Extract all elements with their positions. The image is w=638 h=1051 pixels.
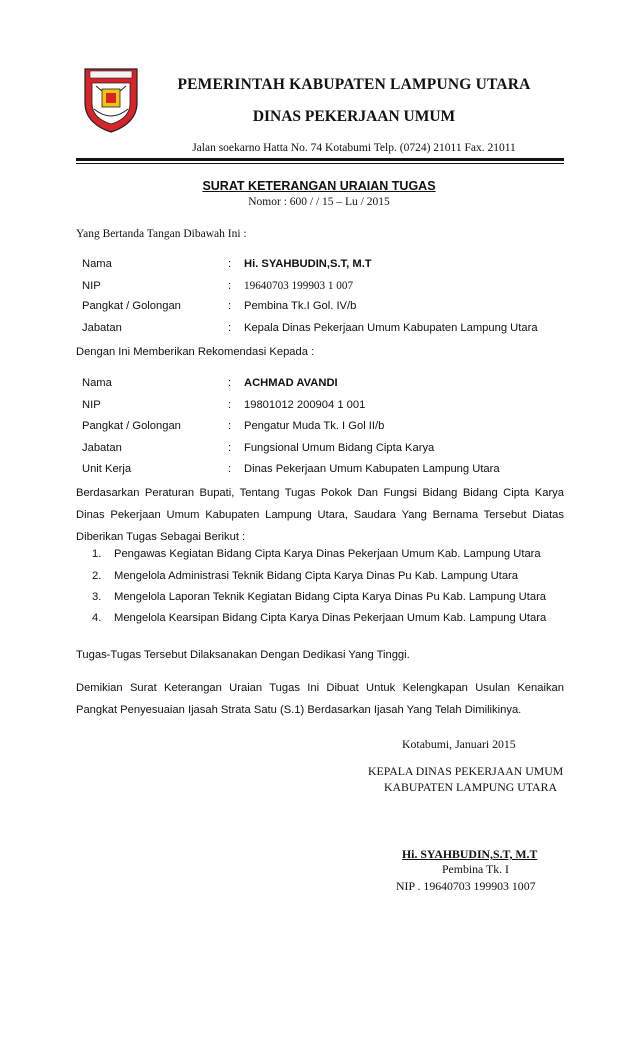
task-number: 3.: [92, 591, 102, 603]
task-text: Pengawas Kegiatan Bidang Cipta Karya Dinas Pekerjaan Umum Kab. Lampung Utara: [114, 548, 541, 560]
subject-unit-row: [82, 463, 564, 479]
closing-paragraph: Demikian Surat Keterangan Uraian Tugas Ini Dibuat Untuk Kelengkapan Usulan Kenaikan Pangkat Penyesuaian Ijasah Strata Satu (S.1) Berdasarkan Ijasah Yang Telah Dimilikinya.: [76, 682, 564, 716]
basis-paragraph: Berdasarkan Peraturan Bupati, Tentang Tugas Pokok Dan Fungsi Bidang Bidang Cipta Karya Dinas Pekerjaan Umum Kabupaten Lampung Utara, Saudara Yang Bernama Tersebut Diatas Diberikan Tugas Sebagai Berikut :: [76, 487, 564, 543]
signer-position-row: [82, 322, 564, 338]
colon: :: [228, 258, 232, 270]
colon: :: [228, 377, 232, 389]
field-label: Pangkat / Golongan: [82, 420, 181, 432]
task-number: 4.: [92, 612, 102, 624]
office-address: Jalan soekarno Hatta No. 74 Kotabumi Telp. (0724) 21011 Fax. 21011: [192, 142, 516, 154]
government-heading: PEMERINTAH KABUPATEN LAMPUNG UTARA: [177, 76, 531, 93]
document-title: SURAT KETERANGAN URAIAN TUGAS: [202, 179, 436, 193]
task-text: Mengelola Laporan Teknik Kegiatan Bidang Cipta Karya Dinas Pu Kab. Lampung Utara: [114, 591, 547, 603]
signer-nip-row: [82, 280, 564, 296]
field-label: Nama: [82, 377, 112, 389]
task-list-item: [92, 612, 546, 624]
field-label: Pangkat / Golongan: [82, 300, 181, 312]
document-number: Nomor : 600 / / 15 – Lu / 2015: [248, 196, 390, 208]
field-value: Dinas Pekerjaan Umum Kabupaten Lampung Utara: [244, 463, 500, 475]
task-number: 1.: [92, 548, 102, 560]
field-label: NIP: [82, 399, 101, 411]
signer-rank: Pembina Tk. I: [442, 862, 509, 876]
letterhead-rule-thick: [76, 158, 564, 161]
colon: :: [228, 300, 232, 312]
field-value: ACHMAD AVANDI: [244, 377, 338, 389]
colon: :: [228, 420, 232, 432]
task-list-item: [92, 548, 541, 560]
colon: :: [228, 463, 232, 475]
field-value: Hi. SYAHBUDIN,S.T, M.T: [244, 258, 372, 270]
intro-text: Yang Bertanda Tangan Dibawah Ini :: [76, 228, 247, 240]
field-value: Pembina Tk.I Gol. IV/b: [244, 300, 357, 312]
signer-name-row: [82, 258, 564, 274]
colon: :: [228, 280, 232, 292]
signer-rank-row: [82, 300, 564, 316]
subject-rank-row: [82, 420, 564, 436]
colon: :: [228, 399, 232, 411]
field-label: Jabatan: [82, 322, 122, 334]
recommend-intro: Dengan Ini Memberikan Rekomendasi Kepada :: [76, 346, 315, 358]
field-label: Nama: [82, 258, 112, 270]
signer-position-line1: KEPALA DINAS PEKERJAAN UMUM: [368, 764, 564, 778]
field-value: Kepala Dinas Pekerjaan Umum Kabupaten Lampung Utara: [244, 322, 538, 334]
field-value: 19801012 200904 1 001: [244, 399, 366, 411]
subject-nip-row: [82, 399, 564, 415]
colon: :: [228, 442, 232, 454]
dedication-text: Tugas-Tugas Tersebut Dilaksanakan Dengan Dedikasi Yang Tinggi.: [76, 649, 410, 661]
signer-nip: NIP . 19640703 199903 1007: [396, 879, 536, 893]
field-value: 19640703 199903 1 007: [244, 280, 354, 292]
office-heading: DINAS PEKERJAAN UMUM: [252, 108, 456, 125]
place-date: Kotabumi, Januari 2015: [402, 737, 516, 751]
task-list-item: [92, 591, 546, 603]
field-label: NIP: [82, 280, 101, 292]
field-value: Fungsional Umum Bidang Cipta Karya: [244, 442, 435, 454]
task-text: Mengelola Administrasi Teknik Bidang Cipta Karya Dinas Pu Kab. Lampung Utara: [114, 570, 519, 582]
field-label: Jabatan: [82, 442, 122, 454]
letterhead-rule-thin: [76, 163, 564, 164]
signer-position-line2: KABUPATEN LAMPUNG UTARA: [384, 780, 557, 794]
task-list-item: [92, 570, 518, 582]
subject-name-row: [82, 377, 564, 393]
colon: :: [228, 322, 232, 334]
field-value: Pengatur Muda Tk. I Gol II/b: [244, 420, 385, 432]
task-text: Mengelola Kearsipan Bidang Cipta Karya Dinas Pekerjaan Umum Kab. Lampung Utara: [114, 612, 547, 624]
field-label: Unit Kerja: [82, 463, 132, 475]
task-number: 2.: [92, 570, 102, 582]
signer-name: Hi. SYAHBUDIN,S.T, M.T: [402, 847, 538, 861]
subject-position-row: [82, 442, 564, 458]
